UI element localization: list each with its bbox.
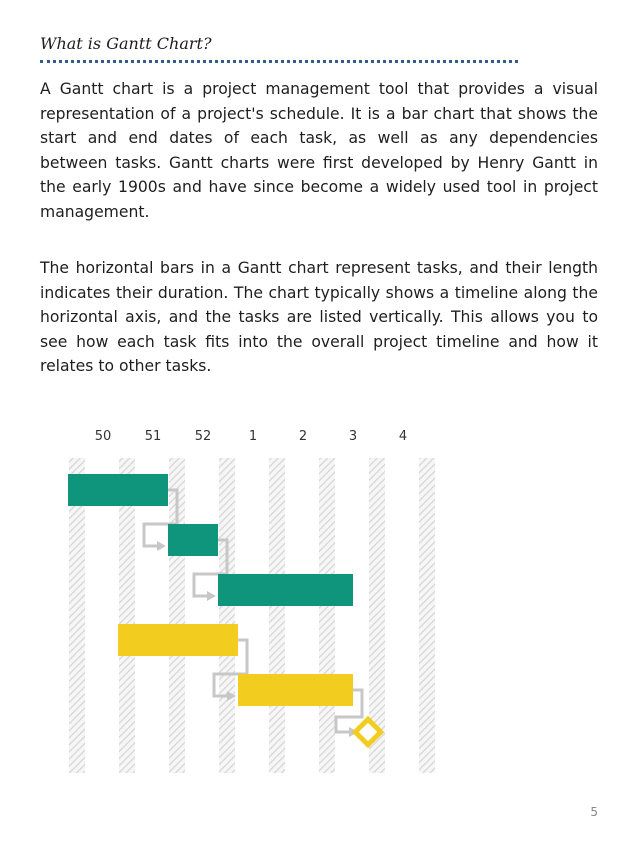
week-label: 2 [298,429,308,444]
timeline-stripe [219,458,235,773]
task-bar [118,624,238,656]
week-label: 52 [194,429,212,444]
task-bar [218,574,353,606]
timeline-stripe [419,458,435,773]
week-label: 50 [94,429,112,444]
week-label: 1 [248,429,258,444]
paragraph-bars: The horizontal bars in a Gantt chart represent tasks, and their length indicates their duration. The chart typically shows a timeline along the horizontal axis, and the tasks are listed vertically. This allows you to see how each task fits into the overall project timeline and how it relates to other tasks. [40,259,598,376]
week-label: 4 [398,429,408,444]
section-heading: What is Gantt Chart? [40,34,212,53]
arrowhead-icon [207,591,216,601]
timeline-stripe [319,458,335,773]
task-bar [168,524,218,556]
paragraph-intro: A Gantt chart is a project management tool that provides a visual representation of a project's schedule. It is a bar chart that shows the start and end dates of each task, as well as any dependencies between tasks. Gantt charts were first developed by Henry Gantt in the early 1900s and have since become a widely used tool in project management. [40,80,598,221]
task-bar [238,674,353,706]
timeline-stripe [269,458,285,773]
week-label: 3 [348,429,358,444]
page-number: 5 [590,805,598,819]
arrowhead-icon [157,541,166,551]
week-label: 51 [144,429,162,444]
task-bar [68,474,168,506]
